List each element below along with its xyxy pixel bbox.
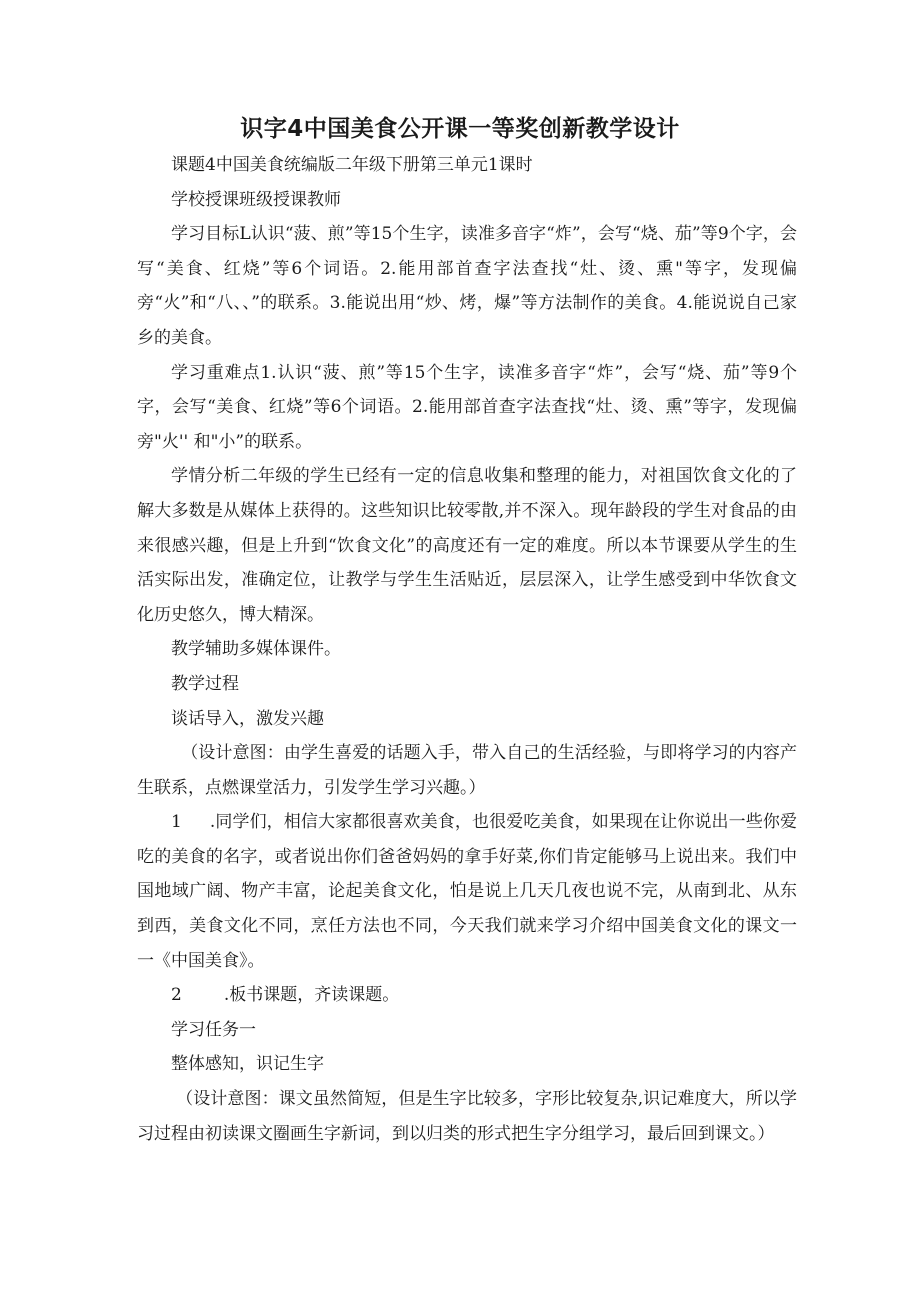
learning-objectives-paragraph: 学习目标L认识“菠、煎”等15个生字，读准多音字“炸”，会写“烧、茄”等9个字，会写“美食、红烧”等6个词语。2.能用部首查字法查找“灶、烫、熏"等字，发现偏旁“火”和“八、、”的联系。3.能说出用“炒、烤，爆”等方法制作的美食。4.能说说自己家乡的美食。 bbox=[137, 224, 797, 348]
step-2-paragraph bbox=[137, 978, 797, 1013]
step-2-number: 2 bbox=[171, 985, 182, 1006]
task-one-subheading: 整体感知，识记生字 bbox=[171, 1054, 324, 1075]
lesson-info-paragraph: 课题4中国美食统编版二年级下册第三单元1课时 bbox=[171, 155, 533, 175]
task-one-heading: 学习任务一 bbox=[171, 1019, 256, 1040]
introduction-heading: 谈话导入，激发兴趣 bbox=[171, 708, 324, 729]
teaching-aids-paragraph: 教学辅助多媒体课件。 bbox=[171, 639, 341, 660]
school-teacher-paragraph: 学校授课班级授课教师 bbox=[171, 189, 341, 210]
teaching-process-heading: 教学过程 bbox=[171, 673, 239, 694]
step-1-paragraph bbox=[137, 805, 797, 978]
step-1-number: 1 bbox=[171, 812, 182, 833]
step-2-text: .板书课题，齐读课题。 bbox=[223, 985, 400, 1006]
step-1-text: .同学们，相信大家都很喜欢美食，也很爱吃美食，如果现在让你说出一些你爱吃的美食的名字，或者说出你们爸爸妈妈的拿手好菜,你们肯定能够马上说出来。我们中国地域广阔、物产丰富，论起美食文化，怕是说上几天几夜也说不完，从南到北、从东到西，美食文化不同，烹任方法也不同，今天我们就来学习介绍中国美食文化的课文一一《中国美食》。 bbox=[137, 812, 797, 971]
learner-analysis-paragraph: 学情分析二年级的学生已经有一定的信息收集和整理的能力，对祖国饮食文化的了解大多数是从媒体上获得的。这些知识比较零散,并不深入。现年龄段的学生对食品的由来很感兴趣，但是上升到“饮食文化”的高度还有一定的难度。所以本节课要从学生的生活实际出发，准确定位，让教学与学生生活贴近，层层深入，让学生感受到中华饮食文化历史悠久，博大精深。 bbox=[137, 466, 797, 625]
key-difficulties-paragraph: 学习重难点1.认识“菠、煎”等15个生字，读准多音字“炸”，会写“烧、茄”等9个字，会写“美食、红烧”等6个词语。2.能用部首查字法查找“灶、烫、熏”等字，发现偏旁"火'' 和"小”的联系。 bbox=[137, 362, 797, 452]
document-body bbox=[137, 148, 797, 1151]
design-intent-note-2: （设计意图：课文虽然简短，但是生字比较多，字形比较复杂,识记难度大，所以学习过程由初读课文圈画生字新词，到以归类的形式把生字分组学习，最后回到课文。） bbox=[137, 1089, 797, 1144]
document-title: 识字4中国美食公开课一等奖创新教学设计 bbox=[240, 116, 680, 142]
design-intent-note-1: （设计意图：由学生喜爱的话题入手，带入自己的生活经验，与即将学习的内容产生联系，点燃课堂活力，引发学生学习兴趣。） bbox=[137, 743, 797, 798]
